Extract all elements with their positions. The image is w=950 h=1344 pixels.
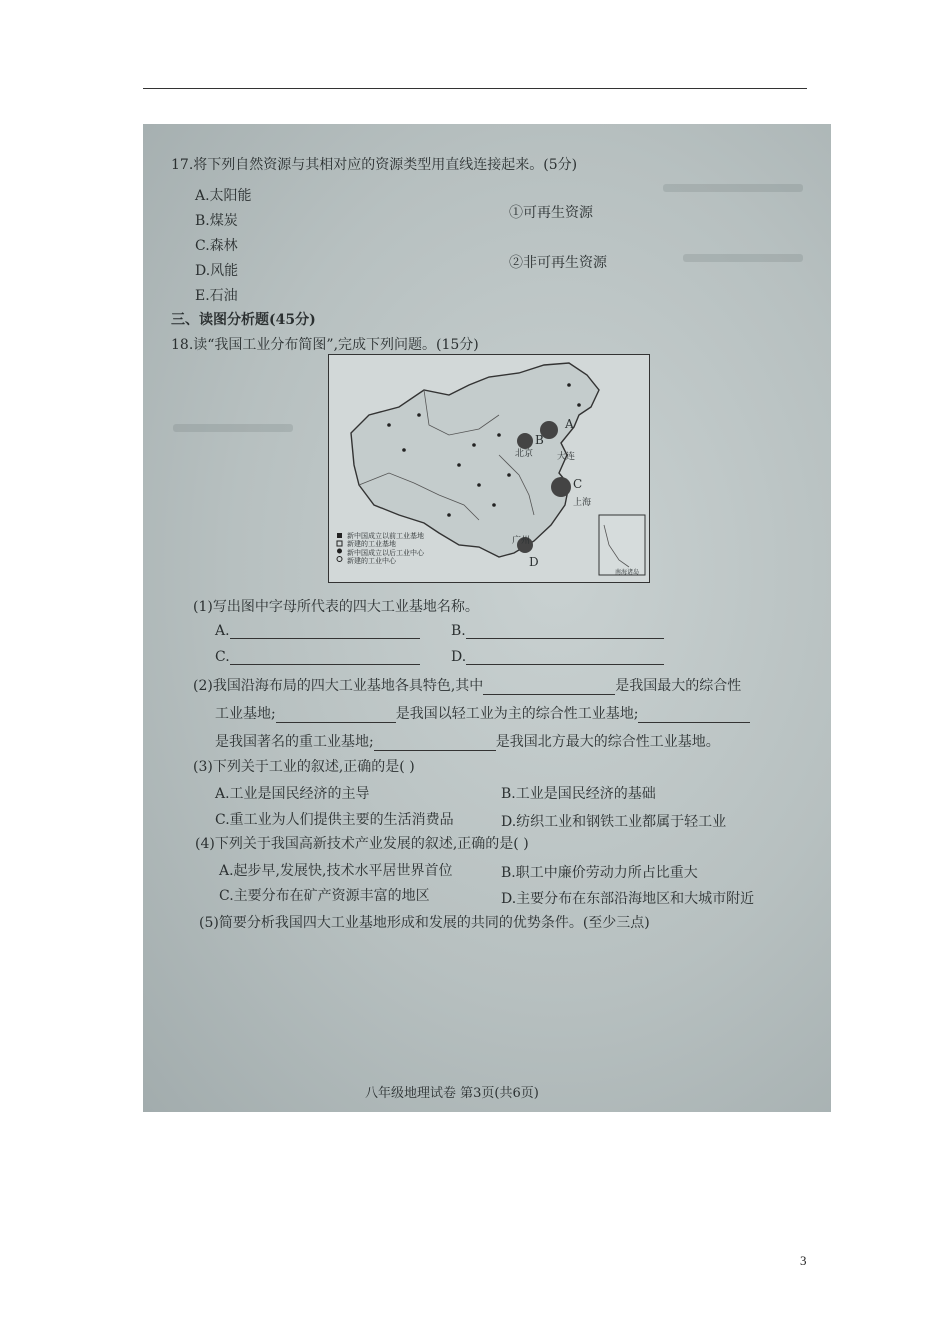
q18-part1: (1)写出图中字母所代表的四大工业基地名称。 [193, 599, 479, 615]
answer-blank[interactable] [374, 736, 496, 751]
map-city-shanghai: 上海 [573, 498, 592, 508]
q17-item: A.太阳能 [195, 188, 252, 204]
q18-letter: D. [451, 649, 467, 665]
q18-part4: (4)下列关于我国高新技术产业发展的叙述,正确的是( ) [195, 836, 529, 852]
q18-part3-option: B.工业是国民经济的基础 [501, 786, 656, 802]
answer-blank[interactable] [230, 624, 420, 639]
q17-type: ②非可再生资源 [509, 255, 607, 271]
answer-blank[interactable] [276, 708, 396, 723]
answer-blank[interactable] [230, 650, 420, 665]
industry-map [328, 354, 650, 583]
answer-blank[interactable] [483, 680, 615, 695]
bleed-through [683, 254, 803, 262]
q18-part2-line2: 工业基地; 是我国以轻工业为主的综合性工业基地; [215, 703, 750, 723]
map-label-b: B [535, 433, 544, 447]
answer-blank[interactable] [638, 708, 750, 723]
header-rule [143, 88, 807, 89]
exam-footer: 八年级地理试卷 第3页(共6页) [365, 1086, 539, 1101]
map-city-dalian: 大连 [557, 452, 576, 462]
page-number: 3 [800, 1253, 807, 1268]
q18-part4-option: B.职工中廉价劳动力所占比重大 [501, 865, 698, 881]
q18-letter: C. [215, 649, 230, 665]
q18-part4-option: A.起步早,发展快,技术水平居世界首位 [219, 863, 453, 879]
bleed-through [663, 184, 803, 192]
q17-item: E.石油 [195, 288, 238, 304]
q18-part1-answer-row [215, 623, 420, 639]
q18-letter: A. [215, 623, 230, 639]
q18-part2-line1: (2)我国沿海布局的四大工业基地各具特色,其中 是我国最大的综合性 [193, 678, 742, 694]
map-label-d: D [529, 555, 539, 569]
map-label-c: C [573, 477, 583, 491]
q18-part1-answer-row [451, 623, 664, 639]
map-legend-item: 新中国成立以前工业基地 [347, 532, 424, 540]
map-legend-item: 新建的工业中心 [347, 557, 396, 565]
q17-type: ①可再生资源 [509, 205, 593, 221]
map-city-guangzhou: 广州 [512, 536, 531, 546]
q18-part3: (3)下列关于工业的叙述,正确的是( ) [193, 759, 415, 775]
q17-item: B.煤炭 [195, 213, 238, 229]
section-title: 三、读图分析题(45分) [171, 312, 316, 328]
south-china-sea-inset [599, 515, 645, 575]
scanned-exam-photo [143, 124, 831, 1112]
q17-item: D.风能 [195, 263, 239, 279]
map-legend-item: 新中国成立以后工业中心 [347, 549, 424, 557]
q18-part5: (5)简要分析我国四大工业基地形成和发展的共同的优势条件。(至少三点) [199, 915, 650, 931]
base-c-blob [551, 477, 571, 497]
q17-stem: 17.将下列自然资源与其相对应的资源类型用直线连接起来。(5分) [171, 157, 578, 173]
map-label-a: A [565, 417, 574, 431]
q18-part3-option: C.重工业为人们提供主要的生活消费品 [215, 812, 454, 828]
answer-blank[interactable] [466, 650, 664, 665]
q18-part3-option: A.工业是国民经济的主导 [215, 786, 370, 802]
q17-item: C.森林 [195, 238, 238, 254]
q18-part4-option: C.主要分布在矿产资源丰富的地区 [219, 888, 430, 904]
q18-part4-option: D.主要分布在东部沿海地区和大城市附近 [501, 891, 755, 907]
q18-part1-answer-row [215, 649, 420, 665]
map-legend-item: 新建的工业基地 [347, 540, 396, 548]
q18-part3-option: D.纺织工业和钢铁工业都属于轻工业 [501, 814, 727, 830]
q18-part1-answer-row [451, 649, 664, 665]
answer-blank[interactable] [466, 624, 664, 639]
map-city-beijing: 北京 [515, 449, 534, 459]
bleed-through [173, 424, 293, 432]
q18-stem: 18.读“我国工业分布简图”,完成下列问题。(15分) [171, 337, 479, 353]
q18-part2-line3: 是我国著名的重工业基地; 是我国北方最大的综合性工业基地。 [215, 734, 720, 750]
q18-letter: B. [451, 623, 466, 639]
map-inset-label: 南海诸岛 [615, 569, 640, 576]
